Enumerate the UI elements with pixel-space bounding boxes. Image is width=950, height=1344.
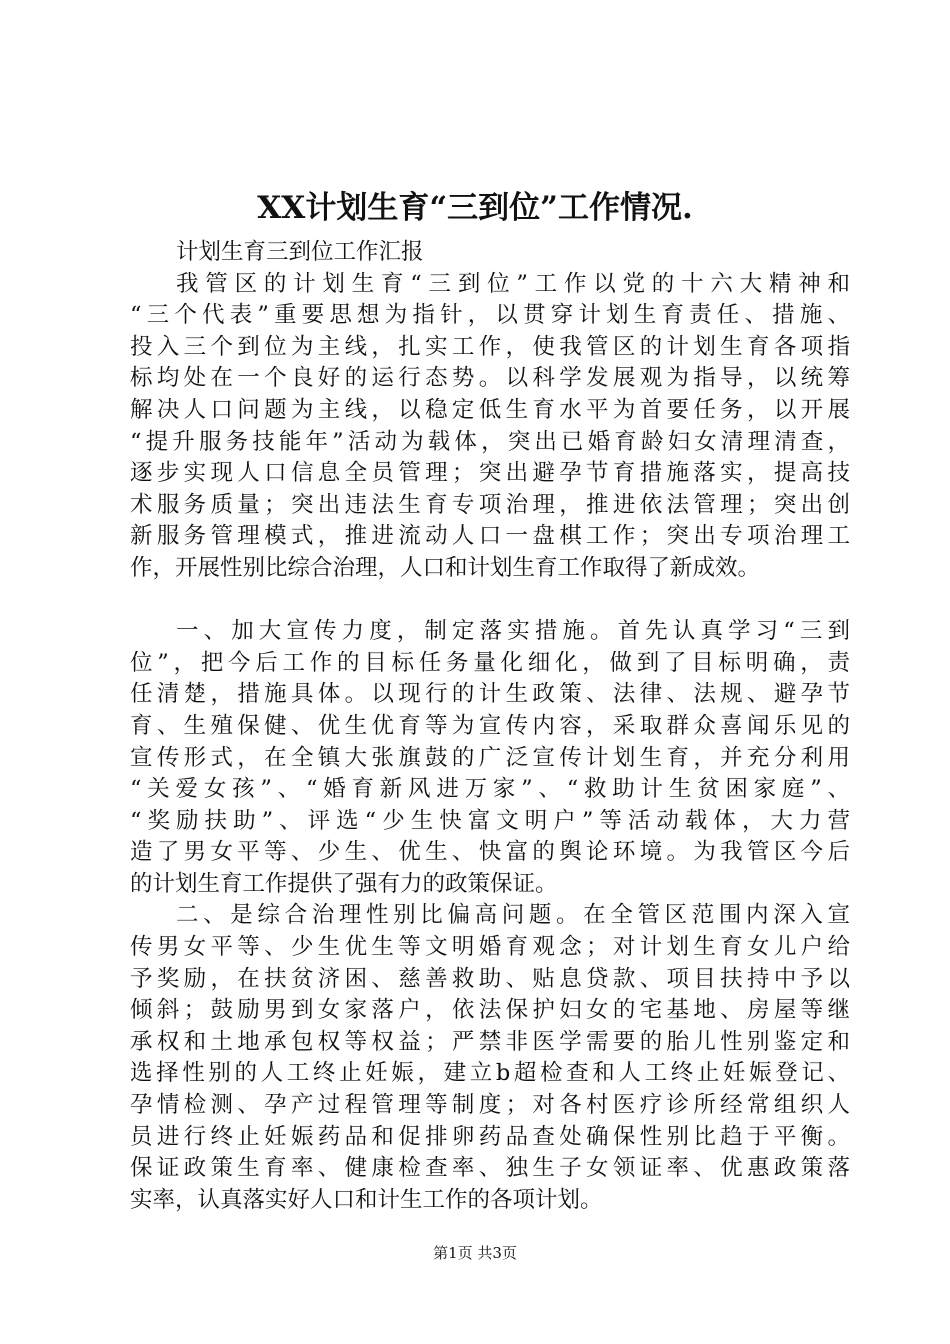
paragraph-intro [130, 269, 850, 585]
paragraph-line: 倾斜；鼓励男到女家落户，依法保护妇女的宅基地、房屋等继 [130, 997, 850, 1024]
paragraph-line: 一、加大宣传力度，制定落实措施。首先认真学习“三到 [176, 618, 850, 645]
paragraph-line: 孕情检测、孕产过程管理等制度；对各村医疗诊所经常组织人 [130, 1092, 850, 1119]
paragraph-line: 二、是综合治理性别比偏高问题。在全管区范围内深入宣 [176, 902, 850, 929]
paragraph-line: 的计划生育工作提供了强有力的政策保证。 [130, 870, 558, 897]
paragraph-line: 位”，把今后工作的目标任务量化细化，做到了目标明确，责 [130, 649, 850, 676]
paragraph-line: 宣传形式，在全镇大张旗鼓的广泛宣传计划生育，并充分利用 [130, 744, 850, 771]
paragraph-line: 逐步实现人口信息全员管理；突出避孕节育措施落实，提高技 [130, 460, 850, 487]
document-title: XX计划生育“三到位”工作情况. [257, 190, 693, 226]
paragraph-line: 新服务管理模式，推进流动人口一盘棋工作；突出专项治理工 [130, 523, 850, 550]
paragraph-line: 解决人口问题为主线，以稳定低生育水平为首要任务，以开展 [130, 396, 850, 423]
paragraph-line: 作，开展性别比综合治理，人口和计划生育工作取得了新成效。 [130, 554, 761, 581]
paragraph-line: 员进行终止妊娠药品和促排卵药品查处确保性别比趋于平衡。 [130, 1123, 850, 1150]
paragraph-line: “提升服务技能年”活动为载体，突出已婚育龄妇女清理清查， [130, 428, 850, 455]
page-footer: 第1页 共3页 [433, 1244, 517, 1262]
paragraph-line: 育、生殖保健、优生优育等为宣传内容，采取群众喜闻乐见的 [130, 712, 850, 739]
paragraph-line: 传男女平等、少生优生等文明婚育观念；对计划生育女儿户给 [130, 934, 850, 961]
paragraph-line: 术服务质量；突出违法生育专项治理，推进依法管理；突出创 [130, 491, 850, 518]
paragraph-line: 选择性别的人工终止妊娠，建立b超检查和人工终止妊娠登记、 [130, 1060, 850, 1087]
paragraph-line: “三个代表”重要思想为指针，以贯穿计划生育责任、措施、 [130, 302, 850, 329]
paragraph-line: 保证政策生育率、健康检查率、独生子女领证率、优惠政策落 [130, 1155, 850, 1182]
document-subtitle: 计划生育三到位工作汇报 [176, 239, 424, 265]
paragraph-line: 任清楚，措施具体。以现行的计生政策、法律、法规、避孕节 [130, 681, 850, 708]
paragraph-line: 我管区的计划生育“三到位”工作以党的十六大精神和 [176, 270, 850, 297]
paragraph-line: 实率，认真落实好人口和计生工作的各项计划。 [130, 1186, 603, 1213]
document-body [130, 237, 850, 1216]
paragraph-section-1 [130, 616, 850, 900]
paragraph-line: 承权和土地承包权等权益；严禁非医学需要的胎儿性别鉴定和 [130, 1028, 850, 1055]
paragraph-line: 予奖励，在扶贫济困、慈善救助、贴息贷款、项目扶持中予以 [130, 965, 850, 992]
paragraph-line: 投入三个到位为主线，扎实工作，使我管区的计划生育各项指 [130, 333, 850, 360]
paragraph-line: 造了男女平等、少生、优生、快富的舆论环境。为我管区今后 [130, 839, 850, 866]
paragraph-section-2 [130, 900, 850, 1216]
paragraph-line: 标均处在一个良好的运行态势。以科学发展观为指导，以统筹 [130, 365, 850, 392]
paragraph-gap [130, 585, 850, 617]
paragraph-line: “奖励扶助”、评选“少生快富文明户”等活动载体，大力营 [130, 807, 850, 834]
paragraph-line: “关爱女孩”、“婚育新风进万家”、“救助计生贫困家庭”、 [130, 776, 850, 803]
